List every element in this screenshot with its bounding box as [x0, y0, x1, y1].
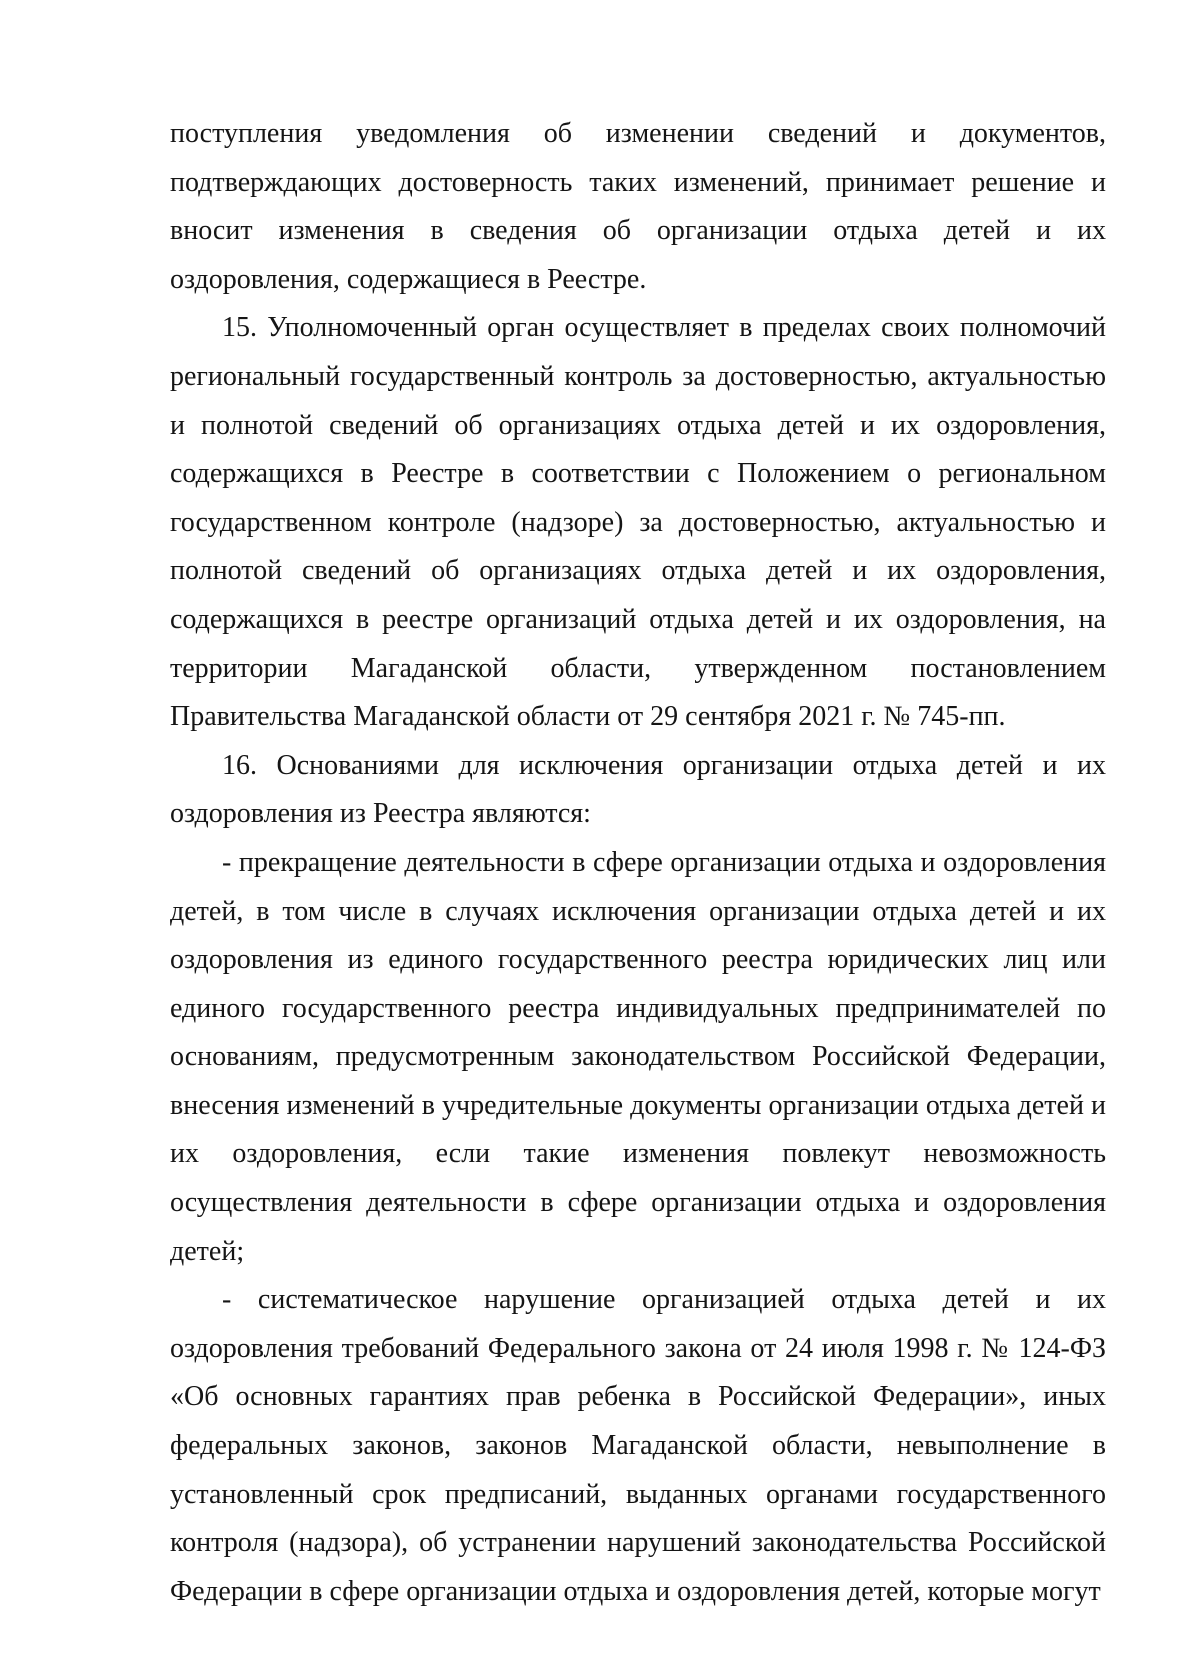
paragraph-15: 15. Уполномоченный орган осуществляет в пределах своих полномочий региональный государственный контроль за достоверностью, актуальностью и полнотой сведений об организациях отдыха детей и их оздоровления, содержащихся в Реестре в соответствии с Положением о региональном государственном контроле (надзоре) за достоверностью, актуальностью и полнотой сведений об организациях отдыха детей и их оздоровления, содержащихся в реестре организаций отдыха детей и их оздоровления, на территории Магаданской области, утвержденном постановлением Правительства Магаданской области от 29 сентября 2021 г. № 745-пп. [170, 312, 1106, 733]
document-body [170, 110, 1106, 1616]
paragraph-continuation: поступления уведомления об изменении сведений и документов, подтверждающих достоверность таких изменений, принимает решение и вносит изменения в сведения об организации отдыха детей и их оздоровления, содержащиеся в Реестре. [170, 118, 1106, 295]
list-item-violation: - систематическое нарушение организацией отдыха детей и их оздоровления требований Федерального закона от 24 июля 1998 г. № 124-ФЗ «Об основных гарантиях прав ребенка в Российской Федерации», иных федеральных законов, законов Магаданской области, невыполнение в установленный срок предписаний, выданных органами государственного контроля (надзора), об устранении нарушений законодательства Российской Федерации в сфере организации отдыха и оздоровления детей, которые могут [170, 1284, 1106, 1607]
paragraph-16: 16. Основаниями для исключения организации отдыха детей и их оздоровления из Реестра являются: [170, 749, 1106, 830]
list-item-termination: - прекращение деятельности в сфере организации отдыха и оздоровления детей, в том числе в случаях исключения организации отдыха детей и их оздоровления из единого государственного реестра юридических лиц или единого государственного реестра индивидуальных предпринимателей по основаниям, предусмотренным законодательством Российской Федерации, внесения изменений в учредительные документы организации отдыха детей и их оздоровления, если такие изменения повлекут невозможность осуществления деятельности в сфере организации отдыха и оздоровления детей; [170, 846, 1106, 1267]
